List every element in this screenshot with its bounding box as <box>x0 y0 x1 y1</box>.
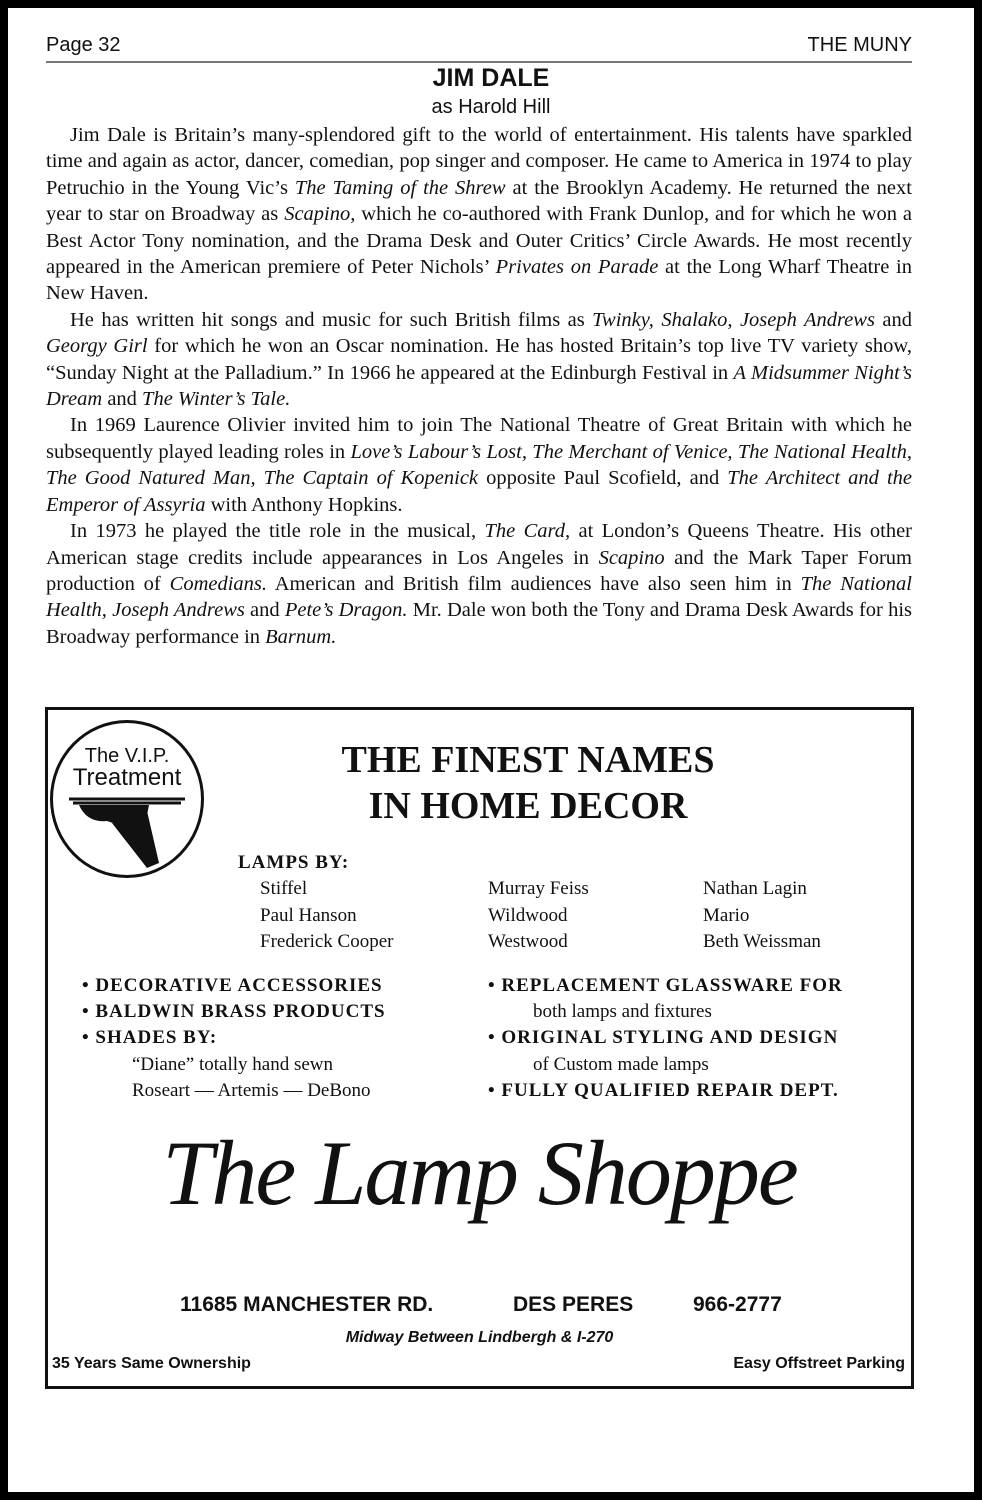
text-segment: and the Mark Taper Forum production of <box>46 546 912 595</box>
text-segment: at the Long Wharf Theatre in New Haven. <box>46 256 912 305</box>
lamp-shoppe-advertisement <box>45 707 914 1389</box>
italic-title: Georgy Girl <box>46 335 148 358</box>
article-paragraph <box>46 518 912 650</box>
right-bullet-3: • FULLY QUALIFIED REPAIR DEPT. <box>488 1080 839 1101</box>
text-segment: In 1973 he played the title role in the musical, <box>70 520 485 543</box>
left-bullet-3: • SHADES BY: <box>82 1027 218 1048</box>
footer-left: 35 Years Same Ownership <box>52 1355 251 1372</box>
text-segment: which he co-authored with Frank Dunlop, and for which he won a Best Actor Tony nomination, and the Drama Desk and Outer Critics’ Circle Awards. He most recently appeared in the American premiere of Peter Nichols’ <box>46 203 913 279</box>
badge-line1: The V.I.P. <box>84 745 170 767</box>
text-segment: He has written hit songs and music for such British films as <box>70 308 593 331</box>
text-segment: Mr. Dale won both the Tony and Drama Desk Awards for his Broadway performance in <box>46 599 912 648</box>
phone: 966-2777 <box>693 1293 782 1316</box>
lamp-shoppe-logo: The Lamp Shoppe <box>162 1122 797 1224</box>
text-segment: with Anthony Hopkins. <box>205 493 403 516</box>
italic-title: Pete’s Dragon. <box>284 599 408 622</box>
italic-title: Comedians. <box>169 572 268 595</box>
article-subtitle: as Harold Hill <box>431 96 551 118</box>
italic-title: Love’s Labour’s Lost, The Merchant of Venice, The National Health, The Good Natured Man, The Captain of Kopenick <box>46 440 912 490</box>
directions: Midway Between Lindbergh & I-270 <box>345 1329 614 1346</box>
serving-tray-hand-icon <box>67 793 187 873</box>
text-segment: Jim Dale is Britain’s many-splendored gift to the world of entertainment. His talents have sparkled time and again as actor, dancer, comedian, pop singer and composer. He came to America in 1974 to play Petruchio in the Young Vic’s <box>46 124 912 199</box>
text-segment: and <box>102 388 143 411</box>
left-bullet-2: • BALDWIN BRASS PRODUCTS <box>82 1001 386 1022</box>
magazine-page <box>8 8 974 1492</box>
right-sub-1: both lamps and fixtures <box>533 1001 712 1022</box>
text-segment: at London’s Queens Theatre. His other American stage credits include appearances in Los Angeles in <box>46 520 913 569</box>
italic-title: Twinky, Shalako, Joseph Andrews <box>592 308 875 331</box>
italic-title: Scapino <box>598 546 665 569</box>
header-rule <box>46 61 912 63</box>
lamp-brand: Frederick Cooper <box>260 931 394 952</box>
italic-title: The Card, <box>484 520 571 543</box>
lamps-label: LAMPS BY: <box>238 852 350 873</box>
italic-title: Privates on Parade <box>495 256 659 279</box>
lamp-brand: Nathan Lagin <box>703 878 807 899</box>
italic-title: A Midsummer Night’s Dream <box>46 361 912 411</box>
right-bullet-2: • ORIGINAL STYLING AND DESIGN <box>488 1027 839 1048</box>
text-segment: American and British film audiences have also seen him in <box>267 572 801 595</box>
article-body <box>46 122 912 650</box>
left-bullet-1: • DECORATIVE ACCESSORIES <box>82 975 383 996</box>
page-number: Page 32 <box>46 34 121 56</box>
ad-headline-1: THE FINEST NAMES <box>341 739 715 781</box>
article-paragraph <box>46 412 912 518</box>
italic-title: The National Health, Joseph Andrews <box>46 572 912 622</box>
vip-treatment-badge <box>50 720 204 878</box>
article-paragraph <box>46 122 912 307</box>
right-bullet-1: • REPLACEMENT GLASSWARE FOR <box>488 975 843 996</box>
city: DES PERES <box>513 1293 634 1316</box>
shades-line-1: “Diane” totally hand sewn <box>132 1054 334 1075</box>
italic-title: The Taming of the Shrew <box>294 176 506 199</box>
lamp-brand: Wildwood <box>488 904 568 926</box>
lamp-brand: Mario <box>703 904 750 926</box>
italic-title: Scapino, <box>284 203 356 226</box>
article-paragraph <box>46 307 912 413</box>
address: 11685 MANCHESTER RD. <box>180 1293 434 1316</box>
text-segment: at the Brooklyn Academy. He returned the next year to star on Broadway as <box>46 176 912 226</box>
italic-title: The Winter’s Tale. <box>142 388 291 411</box>
italic-title: The Architect and the Emperor of Assyria <box>46 467 912 516</box>
lamp-brand: Beth Weissman <box>703 931 821 952</box>
lamp-brand: Stiffel <box>260 878 308 899</box>
lamp-brand: Murray Feiss <box>488 878 589 899</box>
article-title: JIM DALE <box>432 64 550 92</box>
shades-line-2: Roseart — Artemis — DeBono <box>132 1080 371 1101</box>
footer-right: Easy Offstreet Parking <box>733 1355 905 1372</box>
text-segment: for which he won an Oscar nomination. He has hosted Britain’s top live TV variety show, “Sunday Night at the Palladium.” In 1966 he appeared at the Edinburgh Festival in <box>46 335 912 384</box>
text-segment: and <box>874 308 912 331</box>
text-segment: opposite Paul Scofield, and <box>478 467 728 490</box>
lamp-brand: Westwood <box>488 931 568 952</box>
ad-headline-2: IN HOME DECOR <box>368 785 688 827</box>
badge-line2: Treatment <box>72 764 182 791</box>
text-segment: In 1969 Laurence Olivier invited him to join The National Theatre of Great Britain with which he subsequently played leading roles in <box>46 414 912 463</box>
right-sub-2: of Custom made lamps <box>533 1054 709 1075</box>
text-segment: and <box>244 599 285 622</box>
publication-name: THE MUNY <box>807 34 912 56</box>
lamp-brand: Paul Hanson <box>260 904 357 926</box>
italic-title: Barnum. <box>265 625 337 648</box>
